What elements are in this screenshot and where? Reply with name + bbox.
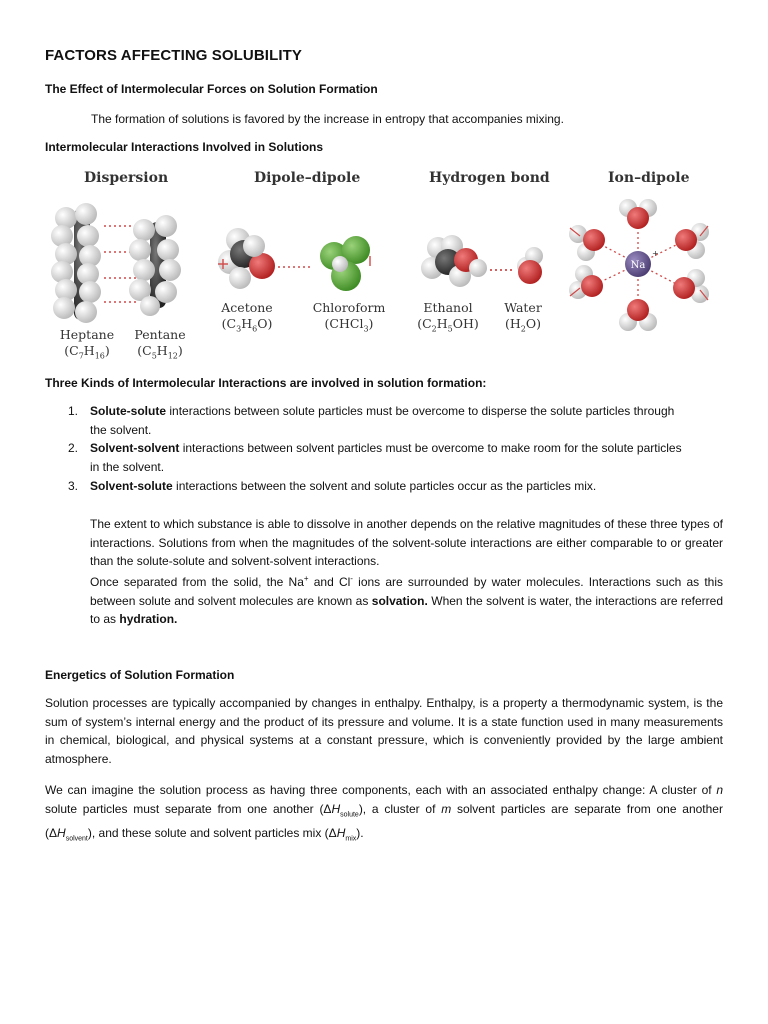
solvation-paragraph: Once separated from the solid, the Na+ and Cl- ions are surrounded by water molecules. Interactions such as this between solute and solvent molecules are known as solvation. When the solvent is water, the interactions are referred to as hydration. [90, 574, 723, 626]
list-number: 1. [68, 404, 79, 418]
list-item-solvent-solute: Solvent-solute interactions between the solvent and solute particles occur as the particles mix. [90, 479, 597, 493]
sodium-ion-charge: + [652, 249, 659, 258]
list-number: 3. [68, 479, 79, 493]
water-model [517, 247, 543, 284]
section-heading-intermolecular-forces: The Effect of Intermolecular Forces on Solution Formation [45, 82, 378, 96]
page-title: FACTORS AFFECTING SOLUBILITY [45, 47, 302, 64]
magnitudes-paragraph: The extent to which substance is able to dissolve in another depends on the relative magnitudes of these three types of interactions. Solutions from when the magnitudes of the solvent-solute interactions are either comparable to or greater than the solute-solute and solvent-solvent interactions. [90, 517, 723, 568]
water-label: Water $(H_2O)$ [504, 300, 542, 334]
heptane-label: Heptane $(C_7H_{16})$ [59, 327, 115, 361]
list-item-solvent-solvent: Solvent-solvent interactions between solvent particles must be overcome to make room for the solute particles in the solvent. [90, 441, 682, 474]
chloroform-label: Chloroform (CHCl$_3$) [312, 300, 386, 334]
enthalpy-paragraph: Solution processes are typically accompanied by changes in enthalpy. Enthalpy, is a property a thermodynamic system, is the sum of system’s internal energy and the product of its pressure and volume. It is a state function used in many measurements in chemical, biological, and physical systems at a constant pressure, which is conveniently provided by the large ambient atmosphere. [45, 696, 723, 766]
ion-dipole-model [569, 199, 709, 331]
intro-paragraph: The formation of solutions is favored by the increase in entropy that accompanies mixing. [91, 112, 564, 126]
sodium-ion-label: Na [630, 260, 646, 271]
list-item-solute-solute: Solute-solute interactions between solute particles must be overcome to disperse the solute particles through the solvent. [90, 404, 675, 437]
pentane-model [129, 215, 181, 316]
list-number: 2. [68, 441, 79, 455]
pentane-label: Pentane $(C_5H_{12})$ [134, 327, 186, 361]
solution-process-paragraph: We can imagine the solution process as having three components, each with an associated enthalpy change: A cluster of n solute particles must separate from one another $(\Delta H_{solute})$, a cluster of m solvent particles are separate from one another $(\Delta H_{solvent})$, and these solute and solvent particles mix $(\Delta H_{mix})$. [45, 783, 723, 843]
panel-title-hydrogen-bond: Hydrogen bond [429, 170, 550, 186]
section-heading-energetics: Energetics of Solution Formation [45, 668, 235, 682]
section-heading-interactions: Intermolecular Interactions Involved in Solutions [45, 140, 324, 154]
panel-title-dispersion: Dispersion [84, 170, 169, 186]
panel-title-ion-dipole: Ion–dipole [608, 170, 690, 186]
section-heading-three-kinds: Three Kinds of Intermolecular Interactions are involved in solution formation: [45, 376, 487, 390]
chloroform-model [320, 236, 370, 291]
ethanol-model [421, 235, 487, 287]
panel-title-dipole-dipole: Dipole–dipole [254, 170, 361, 186]
heptane-model [51, 203, 101, 323]
acetone-label: Acetone $(C_3H_6O)$ [221, 300, 273, 334]
acetone-model [218, 228, 275, 289]
ethanol-label: Ethanol $(C_2H_5OH)$ [417, 300, 479, 334]
